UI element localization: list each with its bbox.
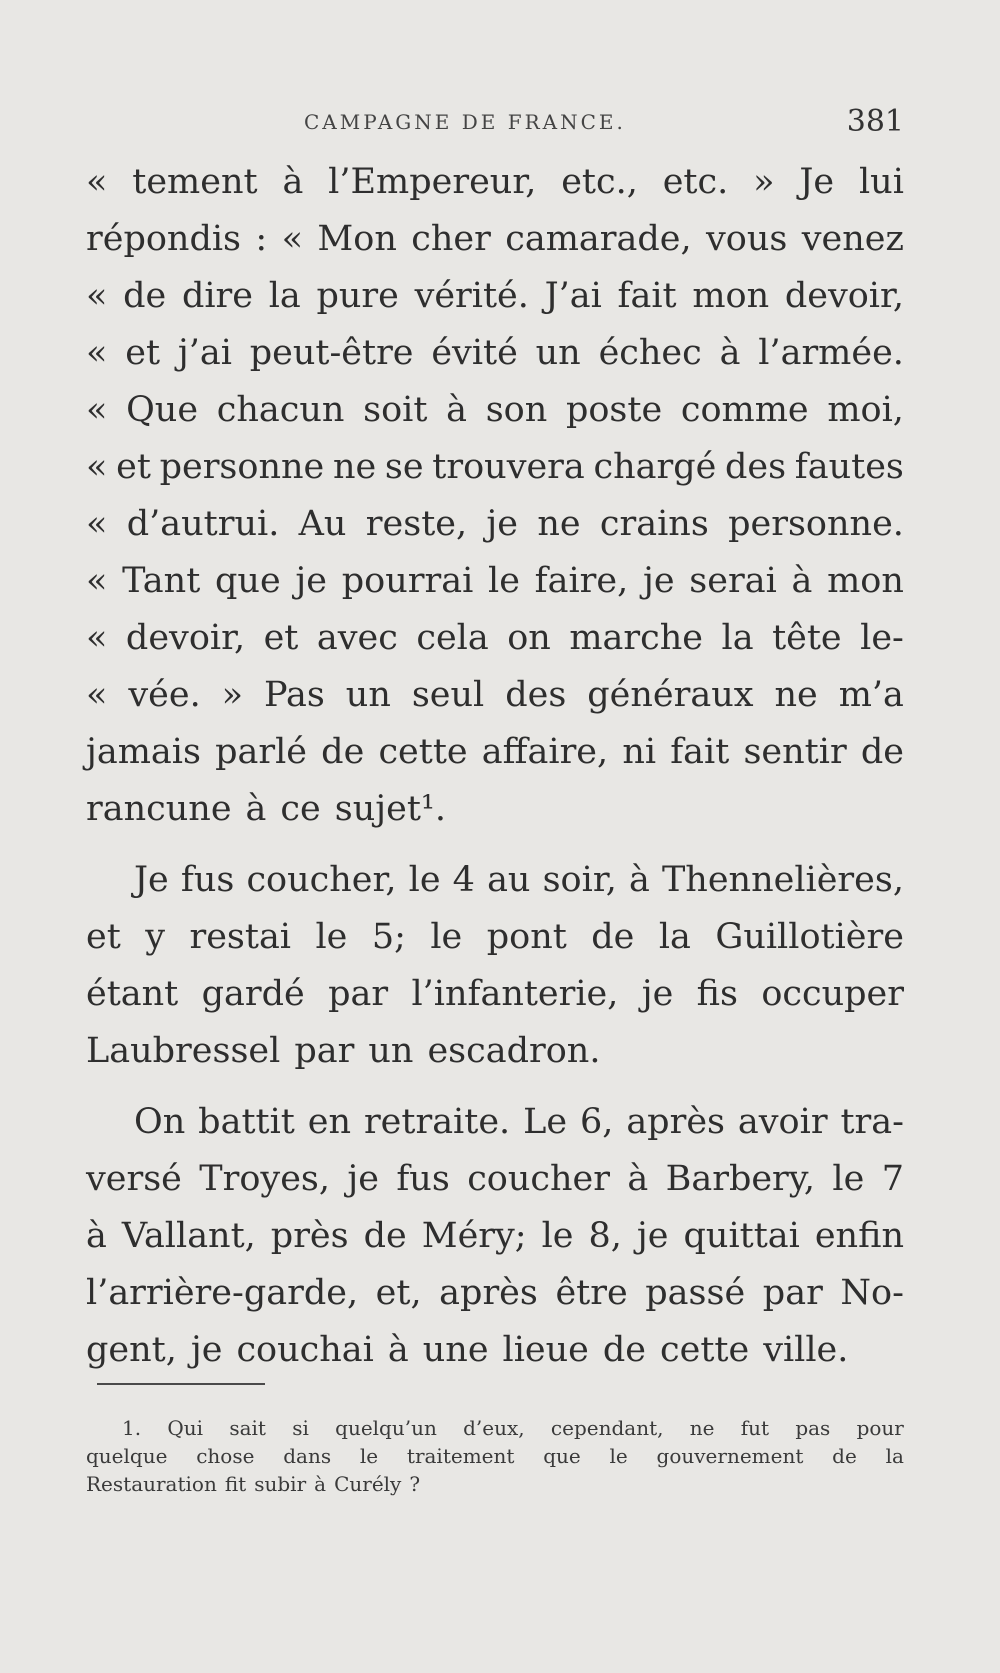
text-line: rancune à ce sujet¹. xyxy=(86,789,447,829)
footnote xyxy=(86,1416,904,1500)
text-line: répondis : « Mon cher camarade, vous venez xyxy=(86,219,904,259)
page-header xyxy=(86,104,904,144)
text-line: Laubressel par un escadron. xyxy=(86,1031,601,1071)
text-line: « et j’ai peut-être évité un échec à l’armée. xyxy=(86,333,904,373)
text-line: « devoir, et avec cela on marche la tête le- xyxy=(86,618,904,658)
footnote-divider xyxy=(97,1383,265,1385)
text-line: « tement à l’Empereur, etc., etc. » Je lui xyxy=(86,162,904,202)
body-text xyxy=(86,162,904,1387)
text-line: et y restai le 5; le pont de la Guillotière xyxy=(86,917,904,957)
text-line: Je fus coucher, le 4 au soir, à Thennelières, xyxy=(134,860,904,900)
running-title: CAMPAGNE DE FRANCE. xyxy=(304,110,626,134)
footnote-line: Restauration fit subir à Curély ? xyxy=(86,1472,421,1496)
text-line: étant gardé par l’infanterie, je fis occuper xyxy=(86,974,904,1014)
text-line: « et personne ne se trouvera chargé des fautes xyxy=(86,447,904,487)
text-line: jamais parlé de cette affaire, ni fait sentir de xyxy=(86,732,904,772)
text-line: « d’autrui. Au reste, je ne crains personne. xyxy=(86,504,904,544)
text-line: « de dire la pure vérité. J’ai fait mon devoir, xyxy=(86,276,904,316)
text-line: « Tant que je pourrai le faire, je serai à mon xyxy=(86,561,904,601)
text-line: à Vallant, près de Méry; le 8, je quittai enfin xyxy=(86,1216,904,1256)
text-line: « Que chacun soit à son poste comme moi, xyxy=(86,390,904,430)
footnote-line: quelque chose dans le traitement que le gouvernement de la xyxy=(86,1444,904,1468)
text-line: On battit en retraite. Le 6, après avoir tra- xyxy=(134,1102,904,1142)
page-number: 381 xyxy=(846,104,904,139)
footnote-line: 1. Qui sait si quelqu’un d’eux, cependant, ne fut pas pour xyxy=(122,1416,904,1440)
text-line: gent, je couchai à une lieue de cette ville. xyxy=(86,1330,849,1370)
text-line: l’arrière-garde, et, après être passé par No- xyxy=(86,1273,904,1313)
text-line: versé Troyes, je fus coucher à Barbery, le 7 xyxy=(86,1159,904,1199)
text-line: « vée. » Pas un seul des généraux ne m’a xyxy=(86,675,904,715)
